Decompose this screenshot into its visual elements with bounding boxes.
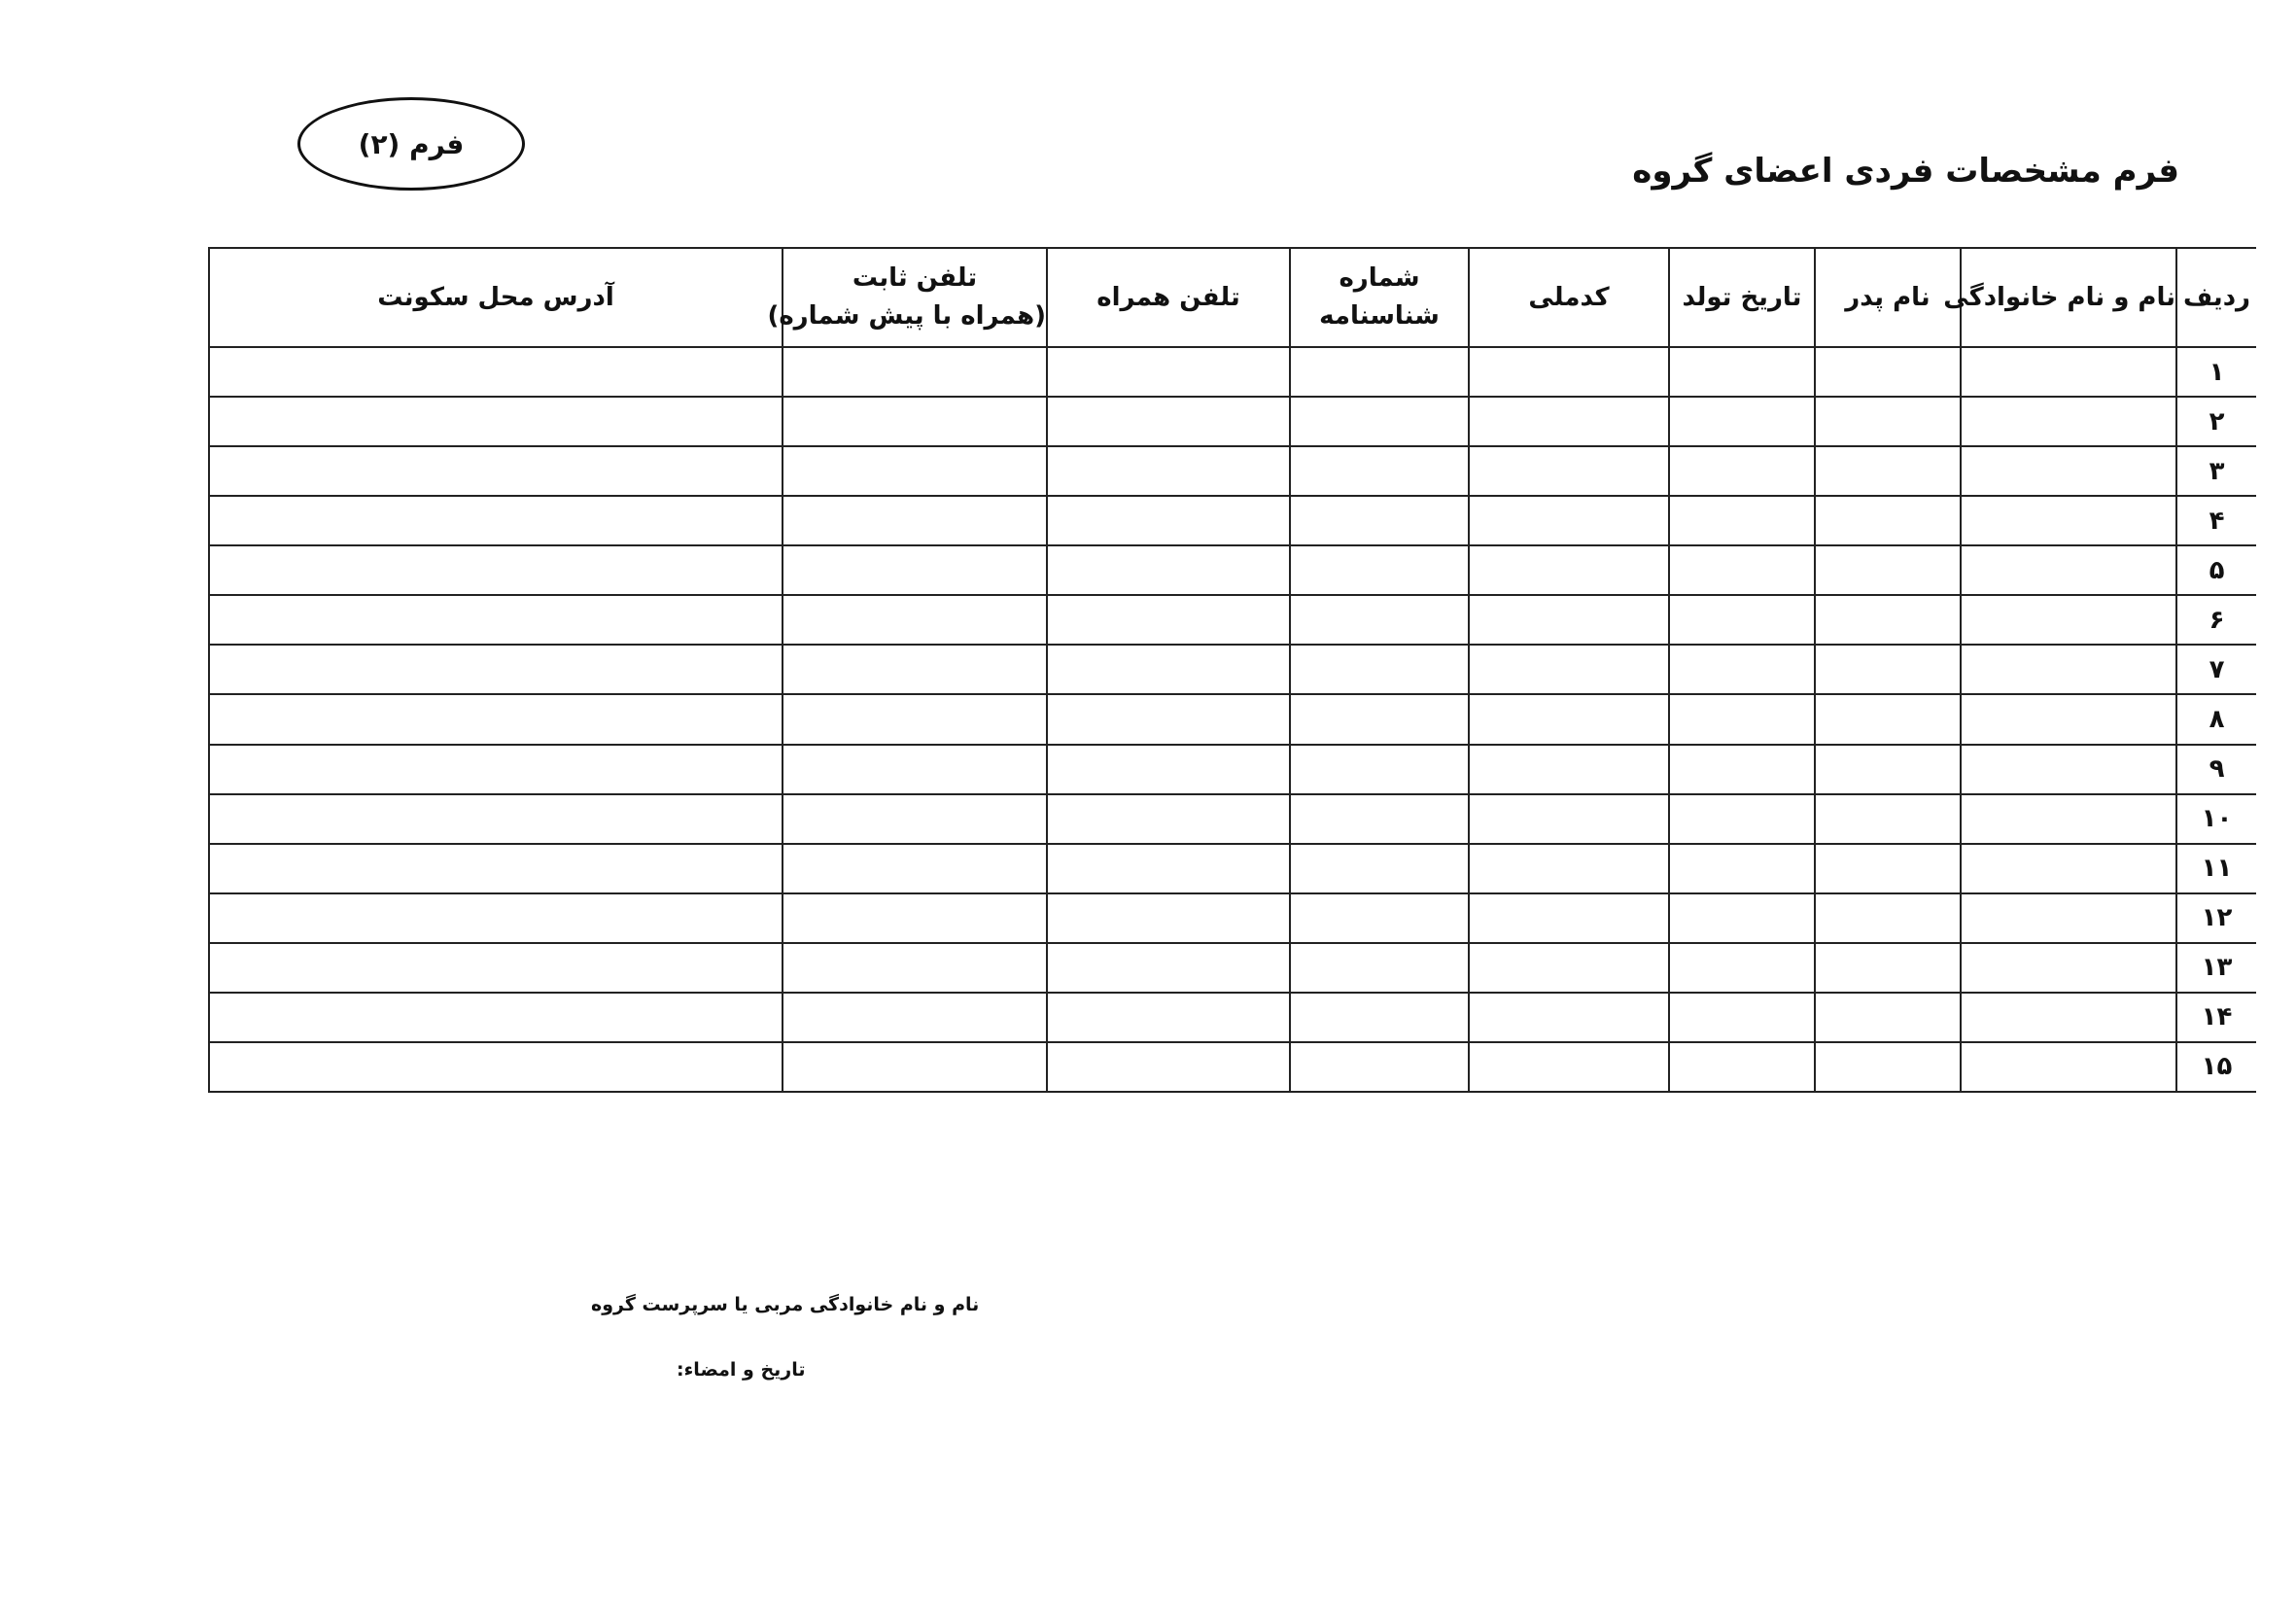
column-header-full-name — [1943, 248, 2176, 347]
cell-birth-date[interactable] — [1669, 595, 1815, 645]
cell-full-name[interactable] — [1961, 347, 2176, 397]
cell-landline-phone[interactable] — [783, 446, 1047, 496]
cell-national-code[interactable] — [1469, 844, 1669, 893]
cell-father-name[interactable] — [1815, 943, 1961, 993]
cell-birth-date[interactable] — [1669, 794, 1815, 844]
cell-id-number[interactable] — [1290, 943, 1469, 993]
cell-full-name[interactable] — [1961, 745, 2176, 794]
row-number-cell: ۴ — [2176, 496, 2256, 545]
row-number-cell: ۱۳ — [2176, 943, 2256, 993]
table-row — [209, 893, 2256, 943]
cell-mobile-phone[interactable] — [1047, 943, 1290, 993]
table-row — [209, 993, 2256, 1042]
cell-home-address[interactable] — [209, 545, 783, 595]
column-header-line: ردیف — [2182, 282, 2251, 312]
cell-father-name[interactable] — [1815, 893, 1961, 943]
cell-mobile-phone[interactable] — [1047, 893, 1290, 943]
cell-birth-date[interactable] — [1669, 943, 1815, 993]
column-header-row-number — [2176, 248, 2256, 347]
cell-birth-date[interactable] — [1669, 347, 1815, 397]
cell-landline-phone[interactable] — [783, 694, 1047, 744]
cell-national-code[interactable] — [1469, 694, 1669, 744]
column-header-line: تاریخ تولد — [1682, 282, 1802, 312]
cell-id-number[interactable] — [1290, 745, 1469, 794]
column-header-line: نام و نام خانوادگی — [1943, 282, 2175, 312]
cell-mobile-phone[interactable] — [1047, 794, 1290, 844]
cell-id-number[interactable] — [1290, 645, 1469, 694]
table-row — [209, 745, 2256, 794]
table-row — [209, 694, 2256, 744]
cell-birth-date[interactable] — [1669, 645, 1815, 694]
cell-birth-date[interactable] — [1669, 745, 1815, 794]
cell-mobile-phone[interactable] — [1047, 1042, 1290, 1092]
date-signature-label: تاریخ و امضاء: — [677, 1359, 806, 1381]
column-header-line: کدملی — [1528, 282, 1610, 312]
table-row — [209, 347, 2256, 397]
cell-father-name[interactable] — [1815, 446, 1961, 496]
cell-landline-phone[interactable] — [783, 893, 1047, 943]
cell-national-code[interactable] — [1469, 446, 1669, 496]
row-number-cell: ۱ — [2176, 347, 2256, 397]
cell-birth-date[interactable] — [1669, 844, 1815, 893]
cell-mobile-phone[interactable] — [1047, 446, 1290, 496]
cell-mobile-phone[interactable] — [1047, 496, 1290, 545]
column-header-line: تلفن همراه — [1096, 282, 1240, 312]
cell-national-code[interactable] — [1469, 496, 1669, 545]
cell-landline-phone[interactable] — [783, 347, 1047, 397]
cell-father-name[interactable] — [1815, 496, 1961, 545]
row-number-cell: ۱۱ — [2176, 844, 2256, 893]
cell-landline-phone[interactable] — [783, 794, 1047, 844]
cell-home-address[interactable] — [209, 794, 783, 844]
cell-full-name[interactable] — [1961, 1042, 2176, 1092]
cell-mobile-phone[interactable] — [1047, 844, 1290, 893]
table-row — [209, 545, 2256, 595]
cell-birth-date[interactable] — [1669, 545, 1815, 595]
page-title: فرم مشخصات فردی اعضای گروه — [1632, 152, 2179, 191]
cell-home-address[interactable] — [209, 745, 783, 794]
cell-home-address[interactable] — [209, 496, 783, 545]
column-header-line: آدرس محل سکونت — [377, 282, 614, 312]
cell-full-name[interactable] — [1961, 943, 2176, 993]
cell-home-address[interactable] — [209, 943, 783, 993]
cell-father-name[interactable] — [1815, 745, 1961, 794]
column-header-mobile-phone — [1047, 248, 1290, 347]
row-number-cell: ۹ — [2176, 745, 2256, 794]
cell-home-address[interactable] — [209, 347, 783, 397]
cell-id-number[interactable] — [1290, 545, 1469, 595]
cell-home-address[interactable] — [209, 694, 783, 744]
column-header-father-name — [1815, 248, 1961, 347]
cell-id-number[interactable] — [1290, 993, 1469, 1042]
cell-full-name[interactable] — [1961, 446, 2176, 496]
cell-national-code[interactable] — [1469, 397, 1669, 446]
cell-full-name[interactable] — [1961, 844, 2176, 893]
cell-full-name[interactable] — [1961, 545, 2176, 595]
cell-id-number[interactable] — [1290, 446, 1469, 496]
table-row — [209, 595, 2256, 645]
cell-home-address[interactable] — [209, 645, 783, 694]
cell-father-name[interactable] — [1815, 397, 1961, 446]
row-number-cell: ۱۵ — [2176, 1042, 2256, 1092]
form-number-badge — [297, 97, 525, 191]
cell-national-code[interactable] — [1469, 745, 1669, 794]
cell-mobile-phone[interactable] — [1047, 347, 1290, 397]
cell-national-code[interactable] — [1469, 595, 1669, 645]
column-header-home-address — [209, 248, 783, 347]
cell-landline-phone[interactable] — [783, 397, 1047, 446]
column-header-line: شماره — [1339, 263, 1420, 293]
cell-landline-phone[interactable] — [783, 595, 1047, 645]
cell-birth-date[interactable] — [1669, 694, 1815, 744]
cell-national-code[interactable] — [1469, 893, 1669, 943]
column-header-line: نام پدر — [1845, 282, 1931, 312]
cell-full-name[interactable] — [1961, 993, 2176, 1042]
table-row — [209, 794, 2256, 844]
cell-father-name[interactable] — [1815, 1042, 1961, 1092]
cell-id-number[interactable] — [1290, 496, 1469, 545]
row-number-cell: ۳ — [2176, 446, 2256, 496]
cell-landline-phone[interactable] — [783, 645, 1047, 694]
cell-landline-phone[interactable] — [783, 745, 1047, 794]
cell-father-name[interactable] — [1815, 645, 1961, 694]
column-header-line: (همراه با پیش شماره) — [767, 301, 1046, 331]
column-header-national-code — [1469, 248, 1669, 347]
cell-home-address[interactable] — [209, 893, 783, 943]
table-row — [209, 943, 2256, 993]
row-number-cell: ۷ — [2176, 645, 2256, 694]
table-row — [209, 397, 2256, 446]
row-number-cell: ۱۲ — [2176, 893, 2256, 943]
cell-id-number[interactable] — [1290, 397, 1469, 446]
cell-father-name[interactable] — [1815, 595, 1961, 645]
cell-mobile-phone[interactable] — [1047, 595, 1290, 645]
cell-home-address[interactable] — [209, 595, 783, 645]
row-number-cell: ۶ — [2176, 595, 2256, 645]
cell-landline-phone[interactable] — [783, 496, 1047, 545]
cell-id-number[interactable] — [1290, 844, 1469, 893]
cell-full-name[interactable] — [1961, 893, 2176, 943]
row-number-cell: ۵ — [2176, 545, 2256, 595]
table-row — [209, 446, 2256, 496]
row-number-cell: ۲ — [2176, 397, 2256, 446]
column-header-birth-date — [1669, 248, 1815, 347]
cell-full-name[interactable] — [1961, 496, 2176, 545]
cell-landline-phone[interactable] — [783, 844, 1047, 893]
coach-name-label: نام و نام خانوادگی مربی یا سرپرست گروه — [591, 1294, 980, 1315]
cell-home-address[interactable] — [209, 1042, 783, 1092]
cell-national-code[interactable] — [1469, 347, 1669, 397]
cell-father-name[interactable] — [1815, 993, 1961, 1042]
cell-landline-phone[interactable] — [783, 1042, 1047, 1092]
cell-full-name[interactable] — [1961, 595, 2176, 645]
cell-id-number[interactable] — [1290, 347, 1469, 397]
cell-mobile-phone[interactable] — [1047, 993, 1290, 1042]
cell-birth-date[interactable] — [1669, 893, 1815, 943]
column-header-line: تلفن ثابت — [852, 263, 978, 293]
row-number-cell: ۱۰ — [2176, 794, 2256, 844]
cell-id-number[interactable] — [1290, 794, 1469, 844]
cell-mobile-phone[interactable] — [1047, 694, 1290, 744]
cell-landline-phone[interactable] — [783, 545, 1047, 595]
cell-birth-date[interactable] — [1669, 496, 1815, 545]
form-number-text: فرم (۲) — [358, 127, 465, 160]
cell-home-address[interactable] — [209, 993, 783, 1042]
cell-mobile-phone[interactable] — [1047, 645, 1290, 694]
cell-national-code[interactable] — [1469, 545, 1669, 595]
cell-father-name[interactable] — [1815, 794, 1961, 844]
cell-mobile-phone[interactable] — [1047, 745, 1290, 794]
cell-landline-phone[interactable] — [783, 943, 1047, 993]
cell-mobile-phone[interactable] — [1047, 545, 1290, 595]
cell-national-code[interactable] — [1469, 943, 1669, 993]
cell-father-name[interactable] — [1815, 694, 1961, 744]
row-number-cell: ۸ — [2176, 694, 2256, 744]
table-header-row — [209, 248, 2256, 347]
cell-national-code[interactable] — [1469, 1042, 1669, 1092]
cell-full-name[interactable] — [1961, 694, 2176, 744]
cell-id-number[interactable] — [1290, 1042, 1469, 1092]
column-header-landline-phone — [767, 248, 1047, 347]
column-header-line: شناسنامه — [1319, 301, 1440, 331]
cell-national-code[interactable] — [1469, 645, 1669, 694]
cell-landline-phone[interactable] — [783, 993, 1047, 1042]
table-row — [209, 844, 2256, 893]
cell-birth-date[interactable] — [1669, 1042, 1815, 1092]
cell-full-name[interactable] — [1961, 794, 2176, 844]
cell-father-name[interactable] — [1815, 545, 1961, 595]
members-table — [208, 247, 2256, 1093]
cell-full-name[interactable] — [1961, 645, 2176, 694]
cell-home-address[interactable] — [209, 844, 783, 893]
table-row — [209, 645, 2256, 694]
row-number-cell: ۱۴ — [2176, 993, 2256, 1042]
cell-id-number[interactable] — [1290, 595, 1469, 645]
table-row — [209, 1042, 2256, 1092]
cell-national-code[interactable] — [1469, 794, 1669, 844]
cell-id-number[interactable] — [1290, 694, 1469, 744]
cell-father-name[interactable] — [1815, 347, 1961, 397]
cell-national-code[interactable] — [1469, 993, 1669, 1042]
cell-birth-date[interactable] — [1669, 446, 1815, 496]
cell-mobile-phone[interactable] — [1047, 397, 1290, 446]
cell-full-name[interactable] — [1961, 397, 2176, 446]
table-row — [209, 496, 2256, 545]
column-header-id-number — [1290, 248, 1469, 347]
cell-father-name[interactable] — [1815, 844, 1961, 893]
cell-birth-date[interactable] — [1669, 993, 1815, 1042]
cell-birth-date[interactable] — [1669, 397, 1815, 446]
cell-home-address[interactable] — [209, 446, 783, 496]
cell-id-number[interactable] — [1290, 893, 1469, 943]
cell-home-address[interactable] — [209, 397, 783, 446]
